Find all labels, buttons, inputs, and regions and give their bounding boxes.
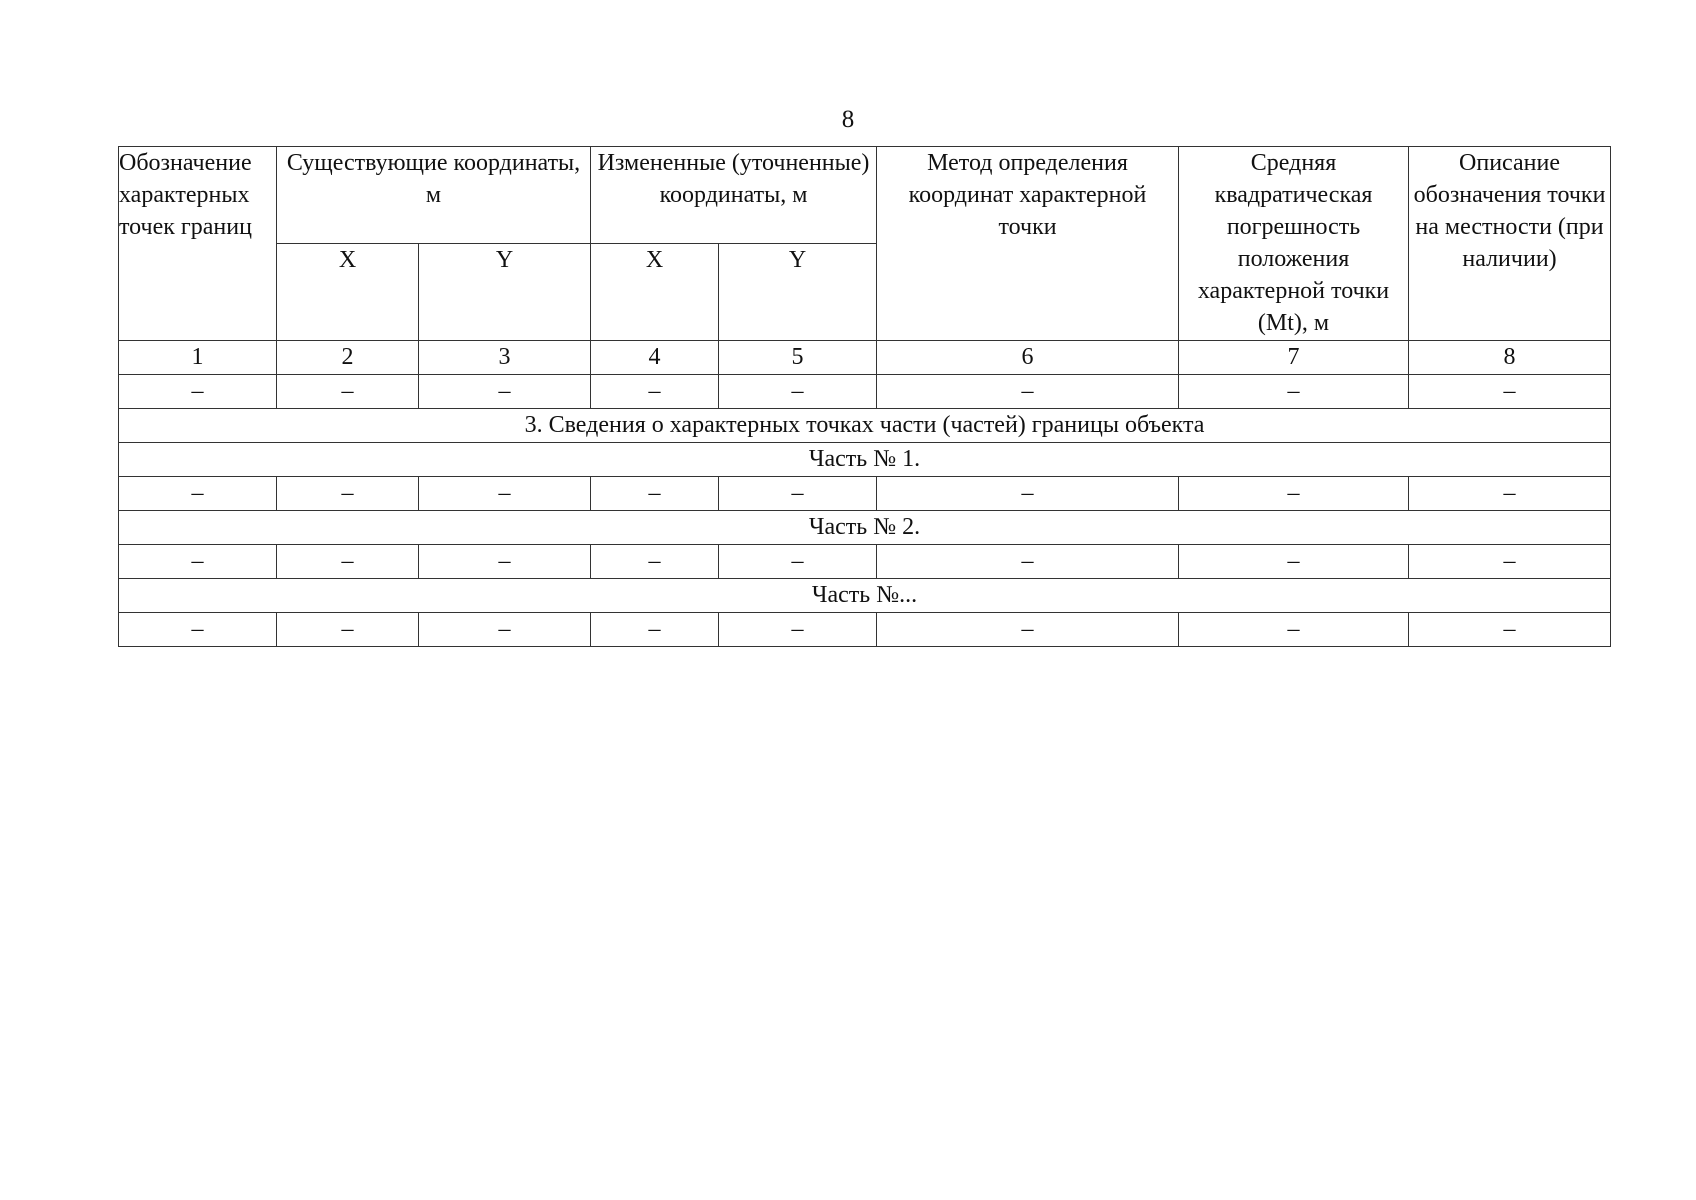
part-label: Часть № 1. — [119, 443, 1611, 477]
table-cell: – — [277, 375, 419, 409]
header-existing-coordinates: Существующие координаты, м — [277, 147, 591, 244]
header-existing-x: X — [277, 244, 419, 341]
column-number: 5 — [719, 341, 877, 375]
header-row-1 — [119, 147, 1611, 244]
table-cell: – — [1409, 613, 1611, 647]
part-label-row — [119, 579, 1611, 613]
table-cell: – — [419, 613, 591, 647]
column-number-row — [119, 341, 1611, 375]
table-cell: – — [877, 477, 1179, 511]
table-cell: – — [1179, 375, 1409, 409]
table-cell: – — [719, 613, 877, 647]
part-label: Часть № 2. — [119, 511, 1611, 545]
table-row — [119, 545, 1611, 579]
table-cell: – — [877, 613, 1179, 647]
column-number: 1 — [119, 341, 277, 375]
table-cell: – — [1409, 375, 1611, 409]
table-cell: – — [119, 477, 277, 511]
table-cell: – — [591, 477, 719, 511]
column-number: 3 — [419, 341, 591, 375]
column-number: 7 — [1179, 341, 1409, 375]
page-number: 8 — [841, 106, 855, 133]
table-cell: – — [419, 477, 591, 511]
header-method: Метод определения координат характерной точки — [877, 147, 1179, 341]
table-cell: – — [119, 545, 277, 579]
header-point-description: Описание обозначения точки на местности (при наличии) — [1409, 147, 1611, 341]
table-cell: – — [1179, 613, 1409, 647]
part-label-row — [119, 443, 1611, 477]
table-cell: – — [1179, 545, 1409, 579]
table-cell: – — [277, 613, 419, 647]
table-row — [119, 613, 1611, 647]
table-cell: – — [719, 375, 877, 409]
column-number: 2 — [277, 341, 419, 375]
table-cell: – — [119, 613, 277, 647]
column-number: 4 — [591, 341, 719, 375]
table-cell: – — [119, 375, 277, 409]
header-changed-x: X — [591, 244, 719, 341]
table-cell: – — [1409, 477, 1611, 511]
table-cell: – — [1409, 545, 1611, 579]
table-cell: – — [1179, 477, 1409, 511]
header-point-designation: Обозначение характерных точек границ — [119, 147, 277, 341]
table-row — [119, 375, 1611, 409]
header-existing-y: Y — [419, 244, 591, 341]
table-row — [119, 477, 1611, 511]
table-cell: – — [719, 477, 877, 511]
table-cell: – — [877, 545, 1179, 579]
section-title-row — [119, 409, 1611, 443]
section-title: 3. Сведения о характерных точках части (частей) границы объекта — [119, 409, 1611, 443]
table-cell: – — [277, 477, 419, 511]
table-cell: – — [877, 375, 1179, 409]
table-cell: – — [419, 545, 591, 579]
table-cell: – — [419, 375, 591, 409]
table-cell: – — [591, 375, 719, 409]
header-changed-coordinates: Измененные (уточненные) координаты, м — [591, 147, 877, 244]
column-number: 6 — [877, 341, 1179, 375]
table-cell: – — [591, 545, 719, 579]
part-label: Часть №... — [119, 579, 1611, 613]
table-cell: – — [277, 545, 419, 579]
header-mean-square-error: Средняя квадратическая погрешность положения характерной точки (Mt), м — [1179, 147, 1409, 341]
table-cell: – — [719, 545, 877, 579]
part-label-row — [119, 511, 1611, 545]
column-number: 8 — [1409, 341, 1611, 375]
characteristic-points-table — [118, 146, 1611, 647]
table-cell: – — [591, 613, 719, 647]
header-changed-y: Y — [719, 244, 877, 341]
